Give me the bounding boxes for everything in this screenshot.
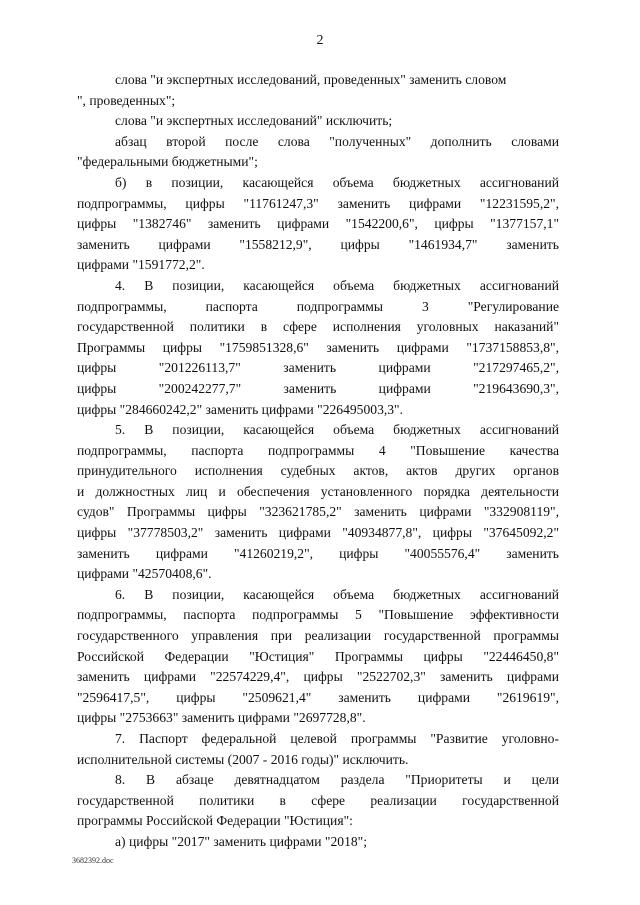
text-line: 5. В позиции, касающейся объема бюджетных ассигнований <box>115 422 559 438</box>
text-line: 4. В позиции, касающейся объема бюджетных ассигнований <box>115 277 559 293</box>
text-line: цифрами "1591772,2". <box>77 257 205 273</box>
text-line: судов" Программы цифры "323621785,2" заменить цифрами "332908119", <box>77 504 559 520</box>
text-line: государственной политики в сфере исполнения уголовных наказаний" <box>77 319 559 335</box>
text-line: абзац второй после слова "полученных" дополнить словами <box>115 133 559 149</box>
text-line: цифры "201226113,7" заменить цифрами "217297465,2", <box>77 360 559 376</box>
text-line: исполнительной системы (2007 - 2016 годы)" исключить. <box>77 751 409 767</box>
page-number: 2 <box>316 33 324 48</box>
text-line: цифры "37778503,2" заменить цифрами "40934877,8", цифры "37645092,2" <box>77 525 559 541</box>
text-line: подпрограммы, паспорта подпрограммы 5 "Повышение эффективности <box>77 607 559 623</box>
text-line: 8. В абзаце девятнадцатом раздела "Приоритеты и цели <box>115 772 559 788</box>
text-line: а) цифры "2017" заменить цифрами "2018"; <box>115 833 367 849</box>
text-line: слова "и экспертных исследований, проведенных" заменить словом <box>115 72 507 87</box>
text-line: ", проведенных"; <box>77 92 176 108</box>
text-line: программы Российской Федерации "Юстиция": <box>77 813 353 829</box>
text-line: заменить цифрами "41260219,2", цифры "40055576,4" заменить <box>77 545 559 561</box>
text-line: заменить цифрами "22574229,4", цифры "2522702,3" заменить цифрами <box>77 669 559 685</box>
text-line: подпрограммы, паспорта подпрограммы 4 "Повышение качества <box>77 442 559 458</box>
text-line: цифрами "42570408,6". <box>77 566 212 582</box>
document-body <box>77 70 559 853</box>
text-line: 7. Паспорт федеральной целевой программы "Развитие уголовно- <box>115 731 559 746</box>
file-name-footer: 3682392.doc <box>72 856 114 865</box>
text-line: принудительного исполнения судебных актов, актов других органов <box>77 463 559 479</box>
text-line: "федеральными бюджетными"; <box>77 154 258 170</box>
text-line: цифры "200242277,7" заменить цифрами "219643690,3", <box>77 380 559 396</box>
text-line: цифры "1382746" заменить цифрами "1542200,6", цифры "1377157,1" <box>77 216 559 232</box>
text-line: государственного управления при реализации государственной программы <box>77 628 559 644</box>
text-line: Российской Федерации "Юстиция" Программы цифры "22446450,8" <box>77 648 559 664</box>
text-line: заменить цифрами "1558212,9", цифры "1461934,7" заменить <box>77 236 559 252</box>
text-line: подпрограммы, паспорта подпрограммы 3 "Регулирование <box>77 298 559 314</box>
text-line: Программы цифры "1759851328,6" заменить цифрами "1737158853,8", <box>77 339 559 355</box>
text-line: б) в позиции, касающейся объема бюджетных ассигнований <box>115 174 559 190</box>
text-line: подпрограммы, цифры "11761247,3" заменить цифрами "12231595,2", <box>77 195 559 211</box>
text-line: 6. В позиции, касающейся объема бюджетных ассигнований <box>115 586 559 602</box>
text-line: "2596417,5", цифры "2509621,4" заменить цифрами "2619619", <box>77 689 559 705</box>
text-line: и должностных лиц и обеспечения установленного порядка деятельности <box>77 483 559 499</box>
text-line: государственной политики в сфере реализации государственной <box>77 792 559 808</box>
text-line: цифры "2753663" заменить цифрами "2697728,8". <box>77 710 366 726</box>
text-line: цифры "284660242,2" заменить цифрами "226495003,3". <box>77 401 404 417</box>
text-line: слова "и экспертных исследований" исключить; <box>115 113 393 129</box>
